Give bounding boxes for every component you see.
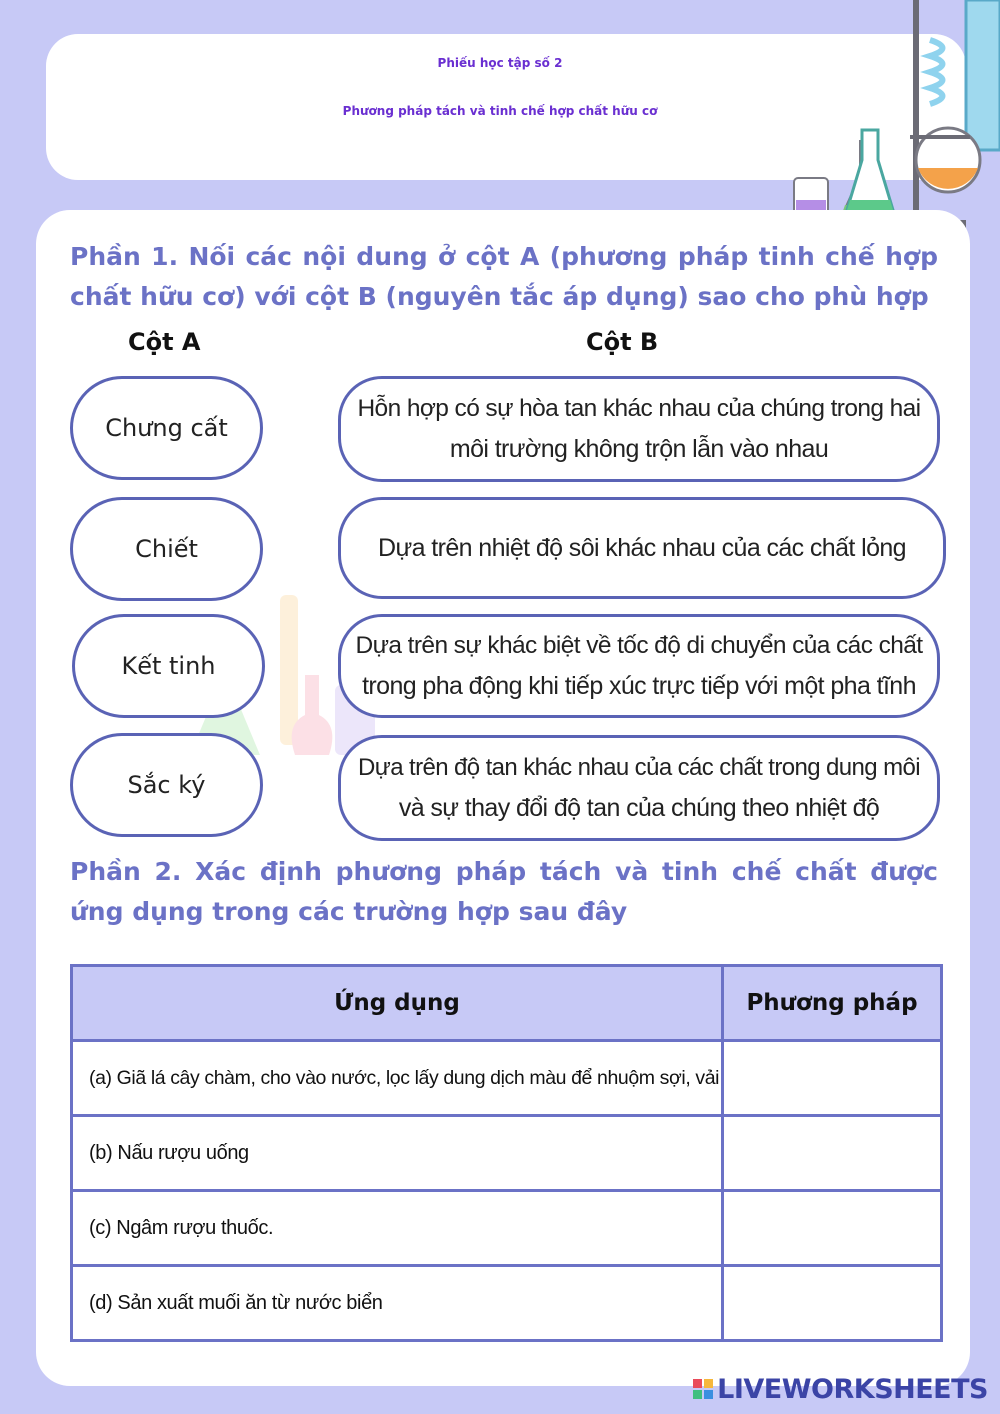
column-b-item[interactable] bbox=[338, 376, 940, 482]
table-cell-application: (d) Sản xuất muối ăn từ nước biển bbox=[72, 1266, 723, 1341]
liveworksheets-watermark[interactable] bbox=[693, 1372, 988, 1406]
column-a-label: Cột A bbox=[128, 328, 201, 356]
column-a-item-crystallization[interactable]: Kết tinh bbox=[72, 614, 265, 718]
part1-heading: Phần 1. Nối các nội dung ở cột A (phương pháp tinh chế hợp chất hữu cơ) với cột B (nguyên tắc áp dụng) sao cho phù hợp bbox=[70, 242, 938, 311]
worksheet-title: Phiếu học tập số 2 bbox=[437, 56, 563, 70]
column-a-item-chromatography[interactable]: Sắc ký bbox=[70, 733, 263, 837]
column-a-item-distillation[interactable]: Chưng cất bbox=[70, 376, 263, 480]
column-b-text: Hỗn hợp có sự hòa tan khác nhau của chúng trong hai bbox=[357, 395, 921, 422]
method-answer-cell[interactable] bbox=[723, 1116, 942, 1191]
table-row bbox=[72, 1041, 942, 1116]
column-b-item[interactable] bbox=[338, 735, 940, 841]
watermark-text: LIVEWORKSHEETS bbox=[717, 1373, 988, 1405]
table-cell-application: (a) Giã lá cây chàm, cho vào nước, lọc lấy dung dịch màu để nhuộm sợi, vải bbox=[72, 1041, 723, 1116]
table-header-row bbox=[72, 966, 942, 1041]
column-b-text: trong pha động khi tiếp xúc trực tiếp với một pha tĩnh bbox=[362, 672, 916, 700]
column-b-item[interactable] bbox=[338, 497, 946, 599]
table-row bbox=[72, 1191, 942, 1266]
liveworksheets-logo-icon bbox=[693, 1379, 713, 1399]
column-b-text: và sự thay đổi độ tan của chúng theo nhiệt độ bbox=[398, 794, 880, 822]
table-header-method: Phương pháp bbox=[723, 966, 942, 1041]
method-answer-cell[interactable] bbox=[723, 1191, 942, 1266]
part2-heading: Phần 2. Xác định phương pháp tách và tinh chế chất được ứng dụng trong các trường hợp sau đây bbox=[70, 857, 938, 926]
applications-table bbox=[70, 964, 943, 1342]
column-b-text: Dựa trên sự khác biệt về tốc độ di chuyển của các chất bbox=[355, 632, 923, 659]
table-cell-application: (c) Ngâm rượu thuốc. bbox=[72, 1191, 723, 1266]
column-b-text: Dựa trên độ tan khác nhau của các chất trong dung môi bbox=[358, 754, 920, 781]
table-row bbox=[72, 1266, 942, 1341]
column-b-text: Dựa trên nhiệt độ sôi khác nhau của các chất lỏng bbox=[378, 534, 906, 562]
method-answer-cell[interactable] bbox=[723, 1041, 942, 1116]
table-cell-application: (b) Nấu rượu uống bbox=[72, 1116, 723, 1191]
column-b-text: môi trường không trộn lẫn vào nhau bbox=[449, 435, 829, 463]
table-row bbox=[72, 1116, 942, 1191]
method-answer-cell[interactable] bbox=[723, 1266, 942, 1341]
column-b-label: Cột B bbox=[586, 328, 659, 356]
table-header-application: Ứng dụng bbox=[72, 966, 723, 1041]
column-b-item[interactable] bbox=[338, 614, 940, 718]
worksheet-subtitle: Phương pháp tách và tinh chế hợp chất hữu cơ bbox=[342, 104, 658, 118]
column-a-item-extraction[interactable]: Chiết bbox=[70, 497, 263, 601]
